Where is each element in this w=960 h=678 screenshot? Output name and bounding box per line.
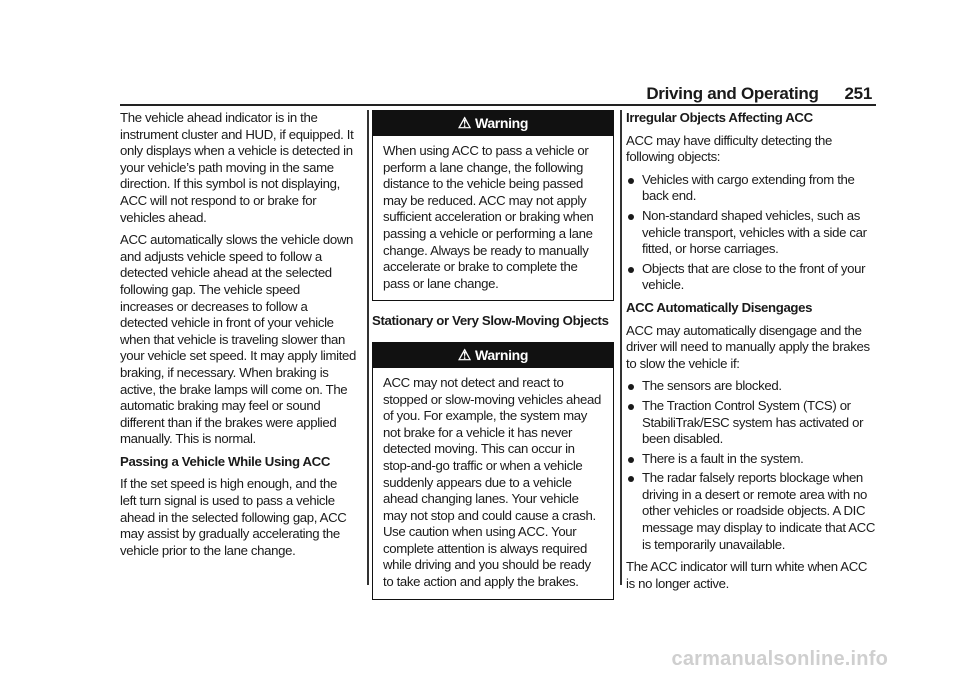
section-heading: Passing a Vehicle While Using ACC — [120, 453, 331, 469]
paragraph: The vehicle ahead indicator is in the instrument cluster and HUD, if equipped. It only displays when a vehicle is detected in your vehicle’s path moving in the same direction. If this symbol is not displaying, ACC will not respond to or brake for vehicles ahead. — [120, 110, 354, 225]
warning-text: When using ACC to pass a vehicle or perform a lane change, the following distance to the vehicle being passed may be reduced. ACC may not apply sufficient acceleration or braking when passing a vehicle or performing a lane change. Always be ready to manually accelerate or brake to complete the pass or lane change. — [383, 143, 594, 291]
paragraph: ACC may have difficulty detecting the following objects: — [626, 132, 832, 165]
list-item: The radar falsely reports blockage when driving in a desert or remote area with no other vehicles or roadside objects. A DIC message may display to indicate that ACC is temporarily unavailable. — [626, 470, 878, 553]
paragraph: ACC automatically slows the vehicle down and adjusts vehicle speed to follow a detected vehicle ahead at the selected following gap. The vehicle speed increases or decreases to follow a detected vehicle in front of your vehicle when that vehicle is traveling slower than your vehicle set speed. It may apply limited braking, if necessary. When braking is active, the brake lamps will come on. The automatic braking may feel or sound different than if the brakes were applied manually. This is normal. — [120, 232, 357, 447]
list-item: Objects that are close to the front of your vehicle. — [626, 261, 878, 294]
warning-triangle-icon: ⚠ — [457, 346, 472, 364]
page-number: 251 — [844, 84, 872, 103]
header-rule — [120, 104, 876, 106]
warning-triangle-icon: ⚠ — [457, 115, 472, 132]
column-divider-2 — [620, 110, 622, 585]
list-item: The sensors are blocked. — [626, 378, 878, 395]
list-item: There is a fault in the system. — [626, 451, 878, 468]
paragraph: If the set speed is high enough, and the left turn signal is used to pass a vehicle ahead in the selected following gap, ACC may assist by gradually accelerating the vehicle prior to the lane change. — [120, 476, 347, 558]
bullet-list — [626, 378, 878, 553]
section-heading: Stationary or Very Slow-Moving Objects — [372, 313, 609, 329]
section-heading: Irregular Objects Affecting ACC — [626, 110, 813, 125]
bullet-list — [626, 172, 878, 294]
warning-text: ACC may not detect and react to stopped or slow-moving vehicles ahead of you. For example, the system may not brake for a vehicle it has never detected moving. This can occur in stop-and-go traffic or when a vehicle suddenly appears due to a vehicle ahead changing lanes. Your vehicle may not stop and could cause a crash. Use caution when using ACC. Your complete attention is always required while driving and you should be ready to take action and apply the brakes. — [383, 374, 601, 590]
column-divider-1 — [367, 110, 369, 585]
section-heading: ACC Automatically Disengages — [626, 299, 813, 315]
warning-header — [373, 343, 613, 368]
warning-label: Warning — [475, 115, 529, 131]
list-item: Vehicles with cargo extending from the back end. — [626, 172, 878, 205]
warning-header — [373, 111, 613, 136]
section-title: Driving and Operating — [646, 84, 819, 103]
list-item: The Traction Control System (TCS) or StabiliTrak/ESC system has activated or been disabled. — [626, 398, 878, 448]
paragraph: The ACC indicator will turn white when ACC is no longer active. — [626, 559, 868, 591]
warning-label: Warning — [475, 346, 529, 363]
warning-box — [372, 110, 614, 301]
page-header — [646, 84, 872, 104]
column-2 — [372, 110, 614, 612]
column-1 — [120, 110, 356, 565]
column-3 — [626, 110, 878, 598]
list-item: Non-standard shaped vehicles, such as vehicle transport, vehicles with a side car fitted, or horse carriages. — [626, 208, 878, 258]
paragraph: ACC may automatically disengage and the driver will need to manually apply the brakes to slow the vehicle if: — [626, 322, 870, 371]
watermark: carmanualsonline.info — [671, 648, 888, 670]
warning-box — [372, 342, 614, 600]
